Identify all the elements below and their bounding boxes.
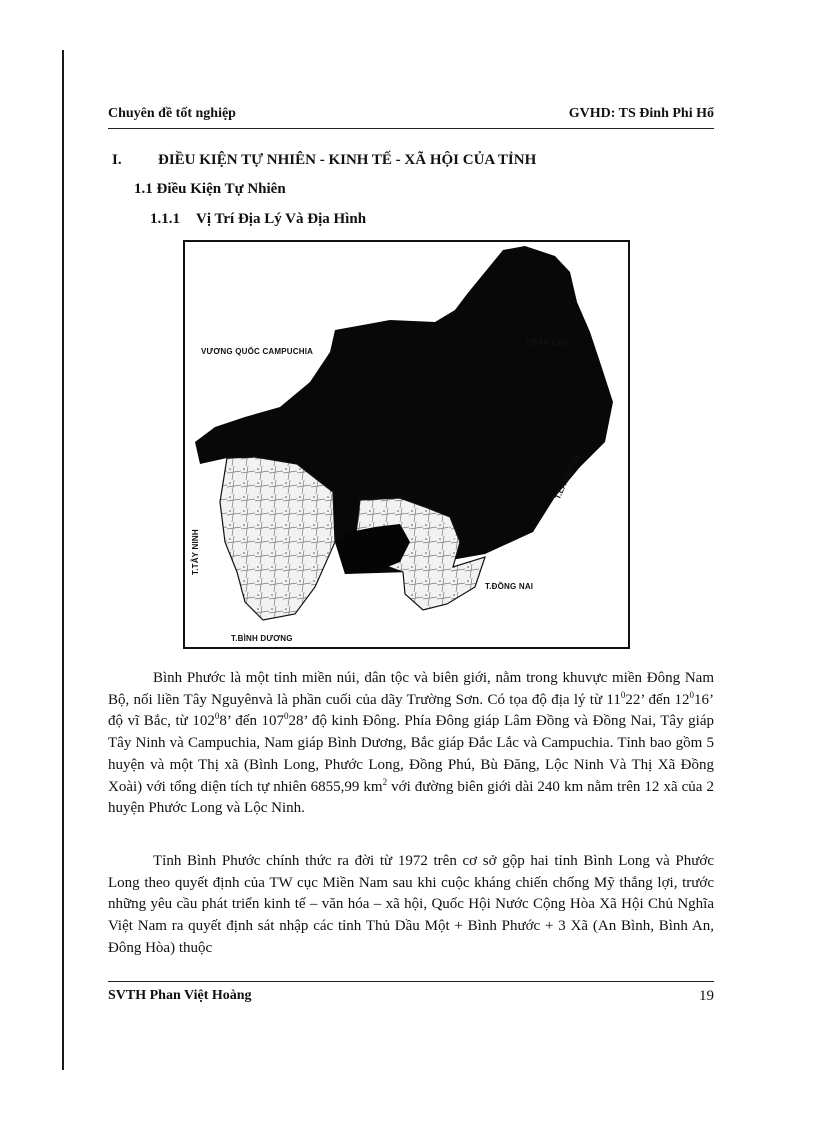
label-dongnai: T.ĐỒNG NAI bbox=[485, 582, 534, 591]
paragraph-1 bbox=[108, 668, 714, 820]
section-title: ĐIỀU KIỆN TỰ NHIÊN - KINH TẾ - XÃ HỘI CỦA TỈNH bbox=[158, 152, 537, 168]
section-number: I. bbox=[112, 152, 122, 168]
binding-line bbox=[62, 50, 64, 1070]
footer-author: SVTH Phan Việt Hoàng bbox=[108, 988, 252, 1003]
p1-sup-e: 2 bbox=[382, 776, 388, 787]
label-daklak: T.ĐẮK LẮC bbox=[525, 338, 570, 347]
header-advisor: GVHD: TS Đinh Phi Hổ bbox=[568, 106, 714, 121]
subsubsection-number: 1.1.1 bbox=[150, 211, 180, 227]
p1-part-b: 22’ đến 12 bbox=[625, 691, 690, 708]
page-header bbox=[108, 106, 714, 126]
p1-part-e: 28’ độ kinh Đông. Phía Đông giáp Lâm Đồng và Đồng Nai, Tây giáp Tây Ninh và Campuchia, Nam giáp Bình Dương, Bắc giáp Đắc Lắc và Campuchia. Tỉnh bao gồm 5 huyện và một Thị xã (Bình Long, Phước Long, Đồng Phú, Bù Đăng, Lộc Ninh Và Thị Xã Đồng Xoài) với tổng diện tích tự nhiên 6855,99 km bbox=[108, 713, 714, 795]
western-region bbox=[220, 457, 335, 620]
label-binhduong: T.BÌNH DƯƠNG bbox=[231, 634, 293, 643]
p1-part-f: với đường biên giới dài 240 km nằm trên 12 xã của 2 huyện Phước Long và Lộc Ninh. bbox=[108, 778, 714, 817]
p1-sup-c: 0 bbox=[214, 711, 220, 722]
p1-part-a: Bình Phước là một tỉnh miền núi, dân tộc và biên giới, nằm trong khuvực miền Đông Nam Bộ, nối liền Tây Nguyênvà là phần cuối của dãy Trường Sơn. Có tọa độ địa lý từ 11 bbox=[108, 670, 714, 708]
province-map bbox=[183, 240, 630, 649]
label-tayninh: T.TÂY NINH bbox=[191, 529, 200, 575]
label-campuchia: VƯƠNG QUỐC CAMPUCHIA bbox=[201, 347, 314, 356]
p1-sup-d: 0 bbox=[284, 711, 289, 722]
map-drawing bbox=[185, 242, 628, 647]
p1-sup-b: 0 bbox=[689, 689, 695, 700]
subsubsection-heading bbox=[150, 211, 366, 228]
subsubsection-title: Vị Trí Địa Lý Và Địa Hình bbox=[196, 211, 367, 227]
page-footer bbox=[108, 988, 714, 1008]
header-title: Chuyên đề tốt nghiệp bbox=[108, 106, 236, 121]
p1-part-c: 16’ độ vĩ Bắc, từ 102 bbox=[108, 691, 715, 730]
footer-rule bbox=[108, 981, 714, 982]
paragraph-2 bbox=[108, 851, 714, 960]
p1-sup-a: 0 bbox=[620, 689, 626, 700]
subsection-heading: 1.1 Điều Kiện Tự Nhiên bbox=[134, 181, 286, 197]
label-lamdong: T.LÂM ĐỒNG bbox=[553, 450, 584, 501]
p1-part-d: 8’ đến 107 bbox=[219, 713, 285, 730]
page-number: 19 bbox=[699, 988, 714, 1004]
header-rule bbox=[108, 128, 714, 129]
p2-text: Tỉnh Bình Phước chính thức ra đời từ 1972 trên cơ sở gộp hai tỉnh Bình Long và Phước Long theo quyết định của TW cục Miền Nam sau khi cuộc kháng chiến chống Mỹ thắng lợi, trước những yêu cầu phát triển kinh tế – văn hóa – xã hội, Quốc Hội Nước Cộng Hòa Xã Hội Chủ Nghĩa Việt Nam ra quyết định sát nhập các tỉnh Thủ Dầu Một + Bình Phước + 3 Xã (An Bình, Bình An, Đông Hòa) thuộc bbox=[108, 853, 714, 956]
